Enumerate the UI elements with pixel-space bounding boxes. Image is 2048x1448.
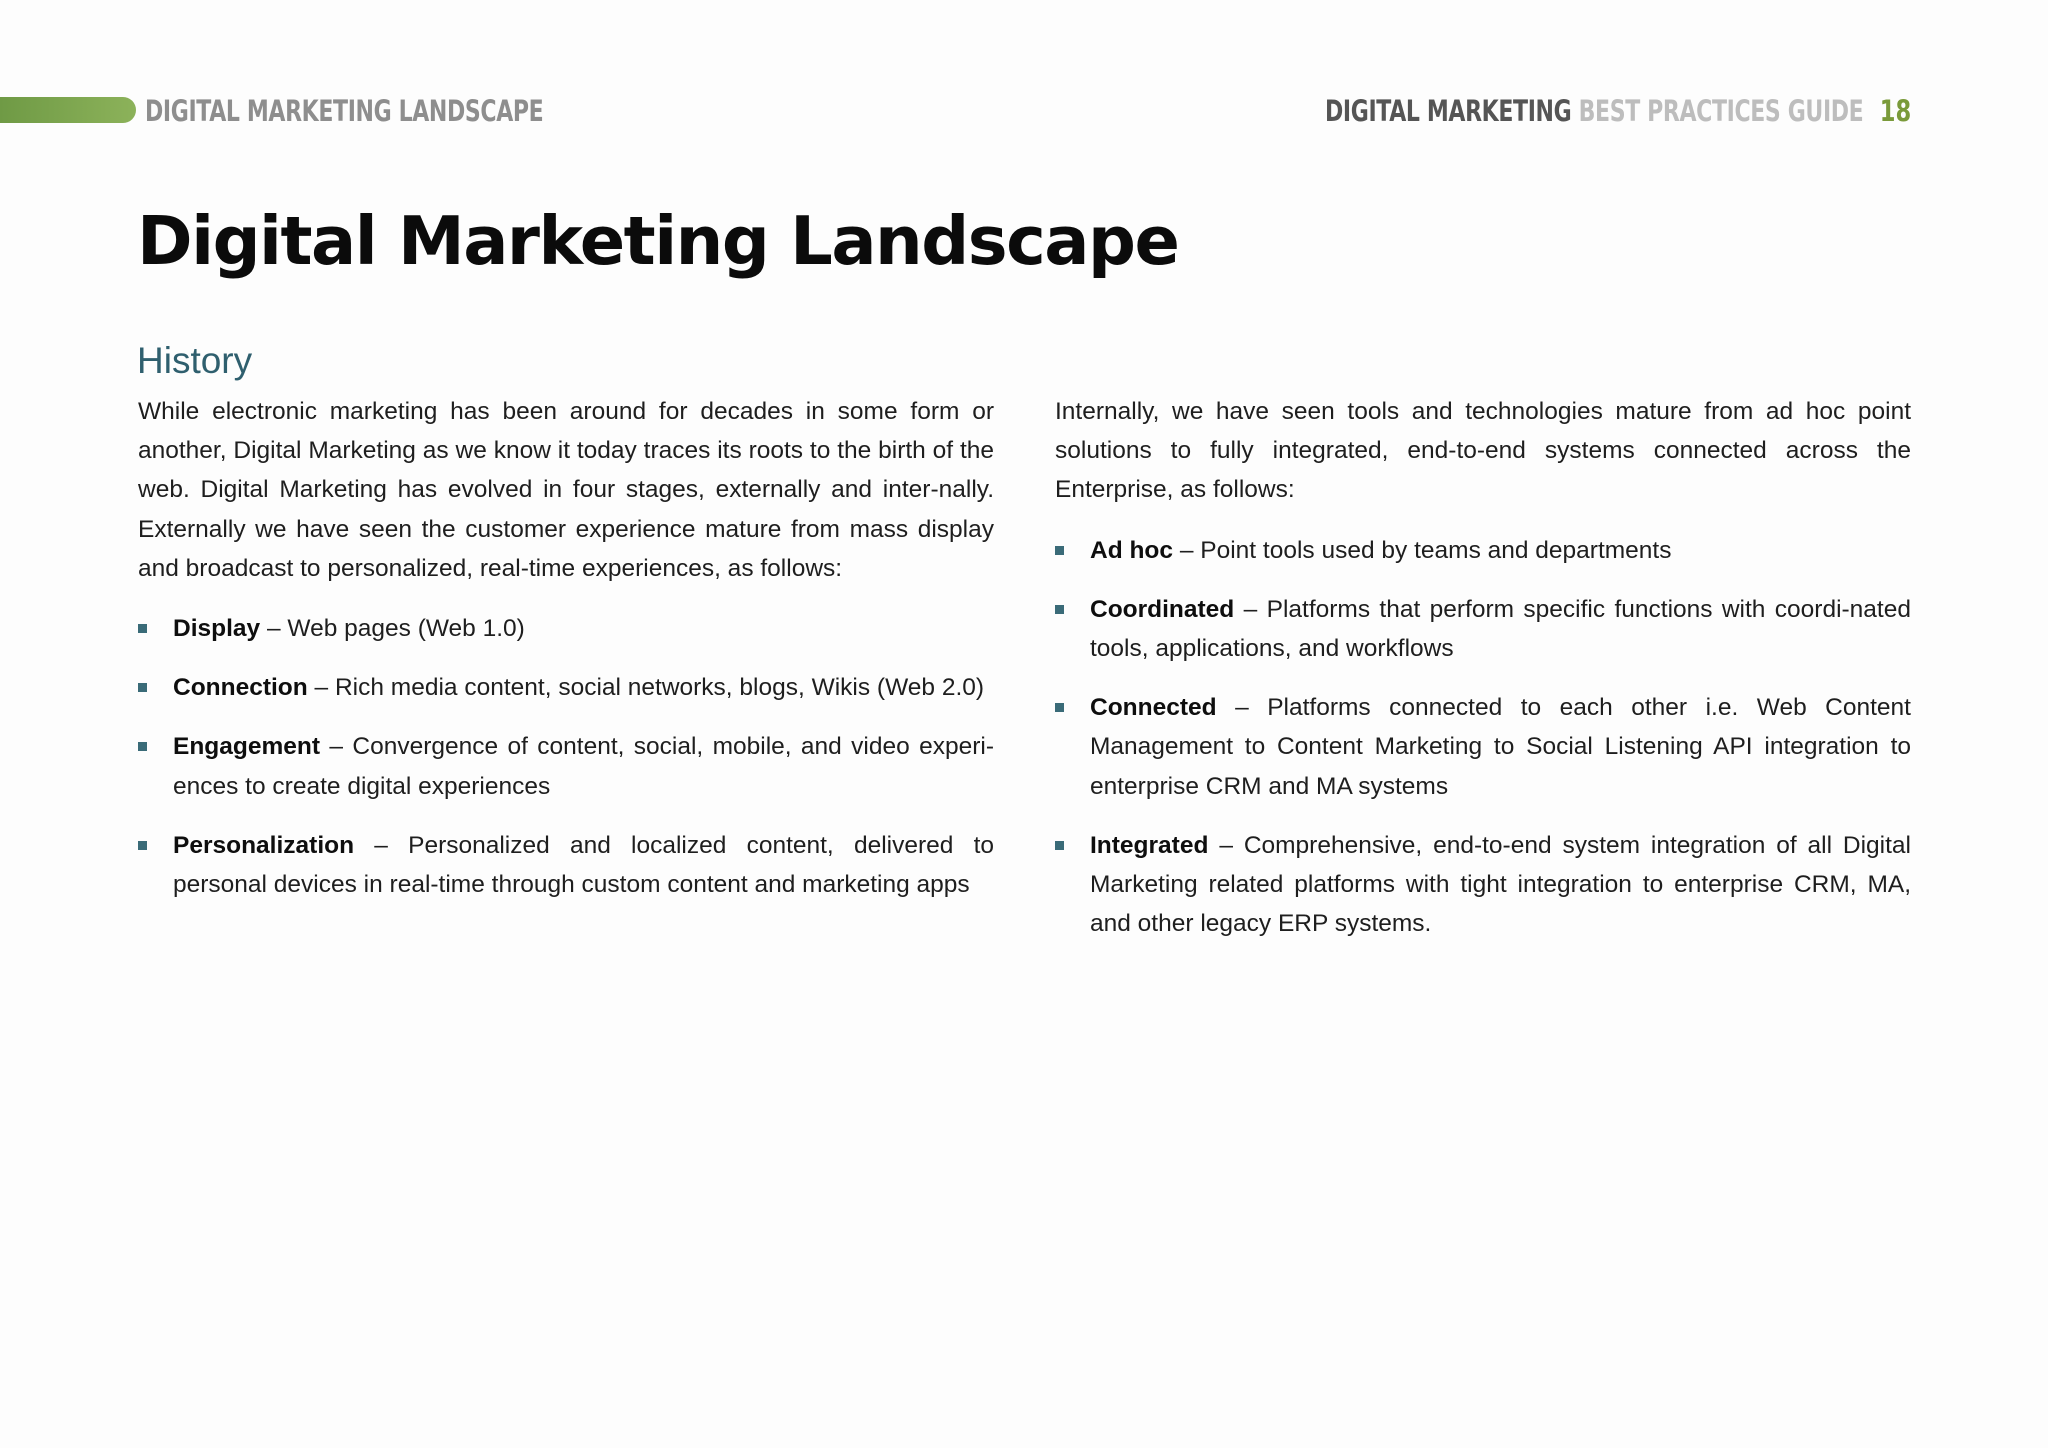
list-item-description: – Web pages (Web 1.0) — [260, 615, 525, 643]
page-number: 18 — [1879, 94, 1912, 128]
guide-title-light: BEST PRACTICES GUIDE — [1578, 94, 1863, 128]
list-item-term: Ad hoc — [1090, 536, 1174, 564]
list-item-term: Personalization — [173, 831, 355, 859]
right-stage-list — [1055, 531, 1911, 944]
list-item-term: Connection — [173, 674, 308, 702]
square-bullet-icon — [138, 624, 147, 633]
list-item-description: – Personalized and localized content, delivered to personal devices in real-time through custom content and marketing apps — [173, 831, 994, 899]
list-item-term: Coordinated — [1090, 595, 1235, 623]
list-item-description: – Comprehensive, end-to-end system integration of all Digital Marketing related platforms with tight integration to enterprise CRM, MA, and other legacy ERP systems. — [1090, 831, 1911, 938]
list-item — [1055, 590, 1911, 668]
list-item-term: Connected — [1090, 694, 1217, 722]
square-bullet-icon — [1055, 605, 1064, 614]
list-item — [138, 668, 994, 707]
header-accent-bar — [0, 97, 136, 123]
square-bullet-icon — [1055, 546, 1064, 555]
list-item-description: – Platforms that perform specific functions with coordi-nated tools, applications, and workflows — [1090, 595, 1911, 663]
page-title: Digital Marketing Landscape — [137, 202, 1179, 280]
list-item-description: – Rich media content, social networks, blogs, Wikis (Web 2.0) — [307, 674, 985, 702]
list-item-term: Integrated — [1090, 831, 1209, 859]
left-column — [138, 392, 994, 924]
list-item — [1055, 531, 1911, 570]
list-item — [138, 609, 994, 648]
header-section-title: DIGITAL MARKETING LANDSCAPE — [145, 94, 544, 128]
list-item-term: Display — [173, 615, 261, 643]
left-stage-list — [138, 609, 994, 904]
list-item-description: – Convergence of content, social, mobile, and video experi-ences to create digital experiences — [173, 733, 994, 800]
list-item — [138, 727, 994, 805]
square-bullet-icon — [138, 742, 147, 751]
list-item — [1055, 826, 1911, 944]
square-bullet-icon — [138, 683, 147, 692]
right-column — [1055, 392, 1911, 963]
list-item — [1055, 688, 1911, 806]
square-bullet-icon — [138, 841, 147, 850]
right-intro-paragraph: Internally, we have seen tools and technologies mature from ad hoc point solutions to fully integrated, end-to-end systems connected across the Enterprise, as follows: — [1055, 398, 1911, 504]
square-bullet-icon — [1055, 703, 1064, 712]
left-intro-paragraph: While electronic marketing has been around for decades in some form or another, Digital Marketing as we know it today traces its roots to the birth of the web. Digital Marketing has evolved in four stages, externally and inter-nally. Externally we have seen the customer experience mature from mass display and broadcast to personalized, real-time experiences, as follows: — [138, 398, 994, 582]
guide-title-strong: DIGITAL MARKETING — [1324, 94, 1571, 128]
header-guide-title — [1325, 92, 1863, 130]
square-bullet-icon — [1055, 841, 1064, 850]
list-item-term: Engagement — [173, 733, 321, 761]
section-heading: History — [137, 340, 253, 381]
list-item — [138, 826, 994, 904]
list-item-description: – Point tools used by teams and departments — [1173, 536, 1672, 564]
list-item-description: – Platforms connected to each other i.e. Web Content Management to Content Marketing to Social Listening API integration to enterprise CRM and MA systems — [1090, 694, 1911, 800]
